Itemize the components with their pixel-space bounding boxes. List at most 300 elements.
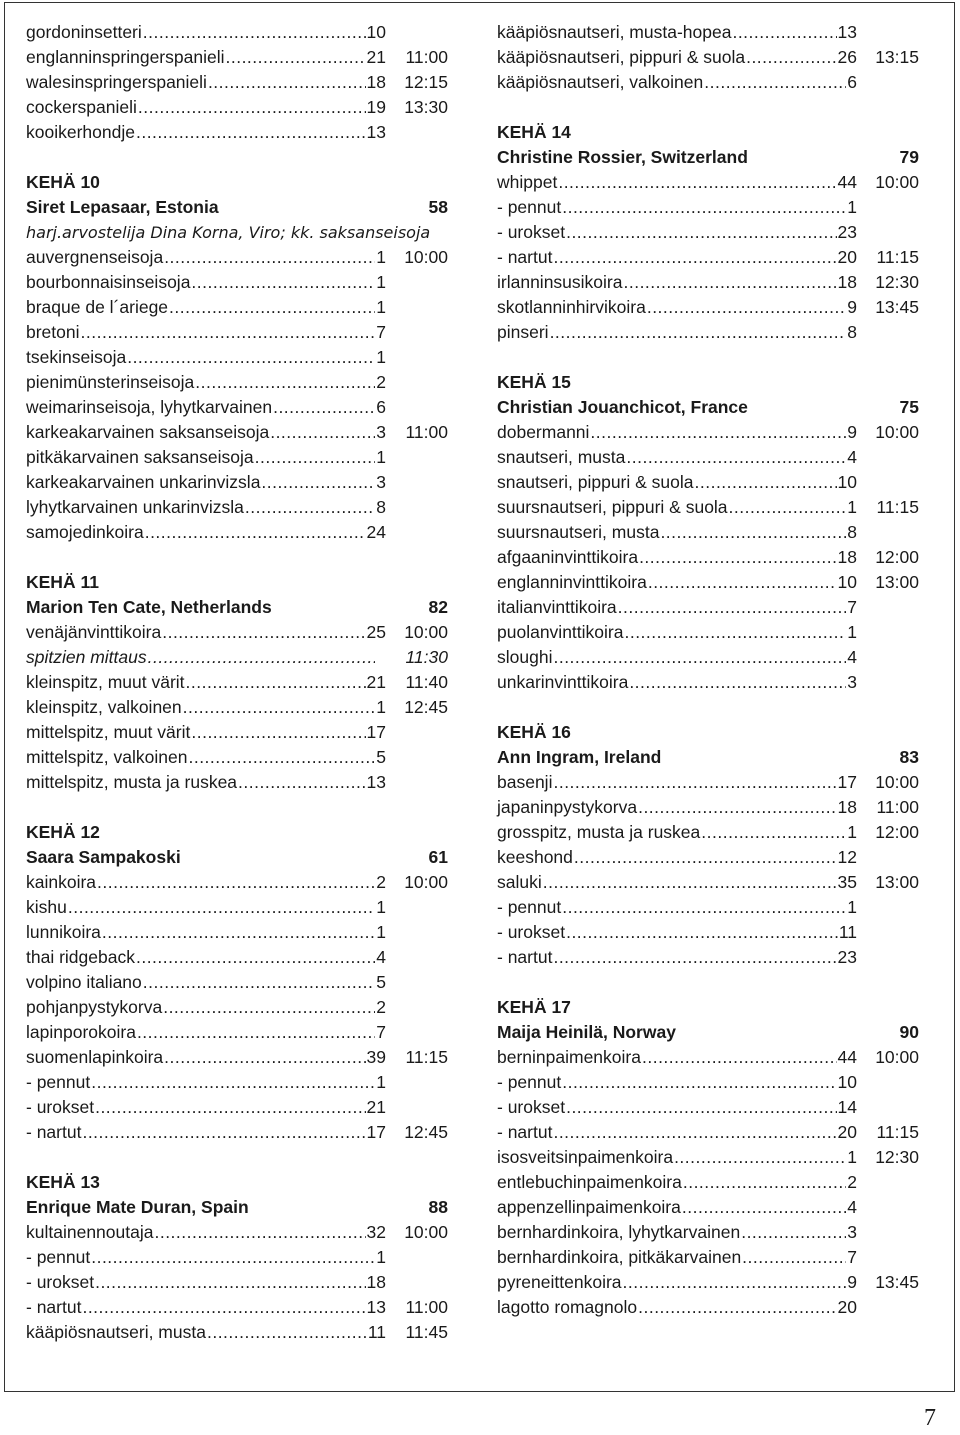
dot-leader: [97, 870, 375, 895]
dot-leader: [732, 20, 836, 45]
breed-entry: [26, 1220, 448, 1245]
judge-name: Christian Jouanchicot, France: [497, 397, 748, 417]
breed-name: afgaaninvinttikoira: [497, 547, 639, 567]
start-time: 10:00: [875, 1047, 919, 1067]
entry-count: 1: [376, 297, 386, 317]
entry-count: 1: [376, 697, 386, 717]
breed-name: - urokset: [26, 1097, 95, 1117]
dot-leader: [186, 670, 366, 695]
dot-leader: [188, 745, 375, 770]
dot-leader: [148, 645, 375, 670]
breed-name: englanninvinttikoira: [497, 572, 647, 592]
start-time: 13:30: [404, 97, 448, 117]
start-time: 11:00: [405, 1297, 448, 1317]
entry-count: 10: [837, 572, 857, 592]
breed-name: snautseri, musta: [497, 447, 626, 467]
judge-name: Enrique Mate Duran, Spain: [26, 1197, 249, 1217]
entry-count: 23: [837, 222, 857, 242]
breed-name: venäjänvinttikoira: [26, 622, 162, 642]
breed-name: kultainennoutaja: [26, 1222, 154, 1242]
breed-entry: [497, 1170, 919, 1195]
entry-count: 35: [837, 872, 857, 892]
dot-leader: [590, 420, 846, 445]
breed-name: skotlanninhirvikoira: [497, 297, 646, 317]
section-gap: [497, 345, 919, 370]
breed-name: - nartut: [26, 1297, 82, 1317]
judge-name: Saara Sampakoski: [26, 847, 181, 867]
start-time: 13:00: [875, 872, 919, 892]
dot-leader: [553, 245, 836, 270]
breed-entry: [497, 1070, 919, 1095]
breed-entry: [497, 20, 919, 45]
breed-entry: [497, 620, 919, 645]
breed-entry: [497, 1245, 919, 1270]
breed-name: karkeakarvainen unkarinvizsla: [26, 472, 261, 492]
entry-count: 2: [847, 1172, 857, 1192]
breed-entry: [497, 820, 919, 845]
entry-count: 1: [847, 197, 857, 217]
entry-count: 1: [847, 622, 857, 642]
breed-entry: [497, 220, 919, 245]
dot-leader: [660, 520, 846, 545]
entry-count: 26: [837, 47, 857, 67]
breed-entry: [497, 670, 919, 695]
breed-name: lyhytkarvainen unkarinvizsla: [26, 497, 244, 517]
start-time: 11:15: [876, 497, 919, 517]
breed-name: grosspitz, musta ja ruskea: [497, 822, 701, 842]
entry-count: 2: [376, 997, 386, 1017]
breed-name: - urokset: [497, 222, 566, 242]
ring-title: KEHÄ 14: [497, 122, 571, 142]
breed-name: - nartut: [497, 247, 553, 267]
breed-name: - urokset: [497, 922, 566, 942]
judge-row: [26, 845, 448, 870]
dot-leader: [566, 1095, 836, 1120]
dot-leader: [566, 220, 836, 245]
breed-name: cockerspanieli: [26, 97, 137, 117]
entry-count: 32: [366, 1222, 386, 1242]
breed-entry: [497, 1120, 919, 1145]
breed-entry: [26, 1120, 448, 1145]
ring-heading: [26, 1170, 448, 1195]
entry-count: 12: [837, 847, 857, 867]
breed-entry: [497, 1270, 919, 1295]
breed-entry: [497, 520, 919, 545]
breed-name: entlebuchinpaimenkoira: [497, 1172, 682, 1192]
entries-total: 90: [899, 1022, 919, 1042]
breed-entry: [497, 795, 919, 820]
dot-leader: [164, 1045, 365, 1070]
entry-count: 13: [837, 22, 857, 42]
entry-count: 1: [376, 1072, 386, 1092]
entry-count: 4: [376, 947, 386, 967]
entry-count: 9: [847, 422, 857, 442]
breed-entry: [26, 420, 448, 445]
breed-name: kääpiösnautseri, musta-hopea: [497, 22, 732, 42]
breed-entry: [497, 895, 919, 920]
breed-entry: [26, 70, 448, 95]
start-time: 11:00: [405, 47, 448, 67]
entry-count: 8: [847, 522, 857, 542]
breed-name: sloughi: [497, 647, 553, 667]
dot-leader: [647, 295, 846, 320]
start-time: 10:00: [875, 772, 919, 792]
dot-leader: [270, 420, 375, 445]
start-time: 12:45: [404, 1122, 448, 1142]
dot-leader: [553, 945, 836, 970]
start-time: 11:15: [405, 1047, 448, 1067]
breed-name: pohjanpystykorva: [26, 997, 163, 1017]
breed-entry: [26, 670, 448, 695]
breed-entry: [26, 395, 448, 420]
breed-name: mittelspitz, valkoinen: [26, 747, 188, 767]
breed-entry: [26, 270, 448, 295]
entries-total: 61: [428, 847, 448, 867]
dot-leader: [683, 1170, 846, 1195]
entry-count: 10: [366, 22, 386, 42]
start-time: 13:45: [875, 297, 919, 317]
breed-entry: [26, 1070, 448, 1095]
entry-count: 1: [376, 922, 386, 942]
dot-leader: [562, 1070, 836, 1095]
dot-leader: [741, 1220, 846, 1245]
breed-name: - urokset: [26, 1272, 95, 1292]
entry-count: 3: [847, 1222, 857, 1242]
entry-count: 17: [366, 1122, 386, 1142]
breed-name: - pennut: [497, 897, 562, 917]
dot-leader: [95, 1095, 365, 1120]
dot-leader: [136, 120, 366, 145]
section-gap: [26, 545, 448, 570]
breed-entry: [26, 970, 448, 995]
start-time: 10:00: [875, 422, 919, 442]
entry-count: 18: [366, 72, 386, 92]
breed-name: mittelspitz, muut värit: [26, 722, 191, 742]
entry-count: 10: [837, 1072, 857, 1092]
breed-entry: [497, 195, 919, 220]
breed-entry: [26, 995, 448, 1020]
breed-name: mittelspitz, musta ja ruskea: [26, 772, 238, 792]
entry-count: 11: [367, 1322, 386, 1342]
entry-count: 8: [847, 322, 857, 342]
breed-name: whippet: [497, 172, 558, 192]
breed-entry: [497, 1145, 919, 1170]
dot-leader: [553, 1120, 836, 1145]
breed-entry: [26, 45, 448, 70]
start-time: 13:00: [875, 572, 919, 592]
dot-leader: [238, 770, 365, 795]
breed-name: bernhardinkoira, lyhytkarvainen: [497, 1222, 741, 1242]
ring-heading: [26, 570, 448, 595]
dot-leader: [553, 770, 836, 795]
entry-count: 3: [847, 672, 857, 692]
breed-entry: [497, 320, 919, 345]
dot-leader: [543, 870, 837, 895]
start-time: 10:00: [404, 622, 448, 642]
entry-count: 11: [838, 922, 857, 942]
start-time: 13:45: [875, 1272, 919, 1292]
breed-entry: [26, 745, 448, 770]
breed-name: saluki: [497, 872, 542, 892]
start-time: 11:00: [876, 797, 919, 817]
dot-leader: [162, 620, 365, 645]
dot-leader: [674, 1145, 846, 1170]
breed-entry: [26, 95, 448, 120]
entry-count: 3: [376, 422, 386, 442]
entry-count: 6: [847, 72, 857, 92]
breed-name: thai ridgeback: [26, 947, 135, 967]
breed-entry: [26, 1295, 448, 1320]
ring-title: KEHÄ 13: [26, 1172, 100, 1192]
entry-count: 23: [837, 947, 857, 967]
ring-title: KEHÄ 11: [26, 572, 99, 592]
breed-entry: [497, 45, 919, 70]
breed-name: suursnautseri, pippuri & suola: [497, 497, 728, 517]
dot-leader: [629, 670, 846, 695]
breed-name: bretoni: [26, 322, 80, 342]
breed-entry: [26, 1320, 448, 1345]
dot-leader: [81, 320, 375, 345]
entries-total: 82: [428, 597, 448, 617]
breed-name: keeshond: [497, 847, 573, 867]
start-time: 12:30: [875, 1147, 919, 1167]
breed-name: lunnikoira: [26, 922, 101, 942]
breed-entry: [26, 495, 448, 520]
entry-count: 1: [847, 897, 857, 917]
entry-count: 1: [376, 272, 386, 292]
dot-leader: [245, 495, 375, 520]
breed-name: tsekinseisoja: [26, 347, 127, 367]
start-time: 12:00: [875, 822, 919, 842]
ring-title: KEHÄ 15: [497, 372, 571, 392]
dot-leader: [255, 445, 375, 470]
breed-entry: [26, 895, 448, 920]
entries-total: 83: [899, 747, 919, 767]
breed-name: kooikerhondje: [26, 122, 135, 142]
dot-leader: [729, 495, 846, 520]
entry-count: 21: [366, 1097, 386, 1117]
breed-entry: [26, 1045, 448, 1070]
entry-count: 1: [847, 822, 857, 842]
entry-count: 1: [376, 347, 386, 367]
dot-leader: [191, 270, 375, 295]
breed-name: dobermanni: [497, 422, 590, 442]
dot-leader: [704, 70, 846, 95]
dot-leader: [208, 70, 366, 95]
breed-name: - urokset: [497, 1097, 566, 1117]
breed-name: braque de l´ariege: [26, 297, 169, 317]
breed-name: kääpiösnautseri, valkoinen: [497, 72, 704, 92]
entry-count: 1: [376, 447, 386, 467]
start-time: 12:15: [404, 72, 448, 92]
dot-leader: [207, 1320, 367, 1345]
dot-leader: [225, 45, 365, 70]
start-time: 10:00: [404, 872, 448, 892]
breed-name: pienimünsterinseisoja: [26, 372, 195, 392]
breed-name: auvergnenseisoja: [26, 247, 164, 267]
breed-name: puolanvinttikoira: [497, 622, 624, 642]
dot-leader: [624, 620, 846, 645]
start-time: 13:15: [875, 47, 919, 67]
breed-entry: [26, 120, 448, 145]
breed-name: - nartut: [497, 1122, 553, 1142]
breed-name: appenzellinpaimenkoira: [497, 1197, 681, 1217]
dot-leader: [273, 395, 375, 420]
breed-name: - pennut: [26, 1072, 91, 1092]
dot-leader: [553, 645, 846, 670]
dot-leader: [143, 970, 375, 995]
breed-name: suomenlapinkoira: [26, 1047, 164, 1067]
section-gap: [26, 1145, 448, 1170]
breed-entry: [26, 20, 448, 45]
entry-count: 3: [376, 472, 386, 492]
breed-name: basenji: [497, 772, 553, 792]
start-time: 10:00: [404, 1222, 448, 1242]
breed-name: spitzien mittaus: [26, 647, 147, 667]
dot-leader: [566, 920, 838, 945]
ring-heading: [26, 170, 448, 195]
entry-count: 4: [847, 647, 857, 667]
dot-leader: [574, 845, 837, 870]
start-time: 10:00: [404, 247, 448, 267]
breed-entry: [497, 770, 919, 795]
breed-name: kleinspitz, muut värit: [26, 672, 185, 692]
start-time: 11:30: [405, 647, 448, 667]
breed-name: kleinspitz, valkoinen: [26, 697, 182, 717]
dot-leader: [143, 20, 366, 45]
breed-name: bourbonnaisinseisoja: [26, 272, 191, 292]
breed-name: pitkäkarvainen saksanseisoja: [26, 447, 254, 467]
breed-entry: [497, 920, 919, 945]
breed-name: lapinporokoira: [26, 1022, 136, 1042]
ring-heading: [26, 820, 448, 845]
breed-name: - nartut: [497, 947, 553, 967]
breed-entry: [26, 695, 448, 720]
judge-row: [497, 395, 919, 420]
ring-heading: [497, 720, 919, 745]
entry-count: 1: [847, 497, 857, 517]
breed-entry: [497, 1045, 919, 1070]
breed-name: kainkoira: [26, 872, 97, 892]
breed-entry: [26, 470, 448, 495]
entry-count: 44: [837, 172, 857, 192]
dot-leader: [638, 795, 836, 820]
breed-entry: [497, 1095, 919, 1120]
breed-entry: [26, 445, 448, 470]
ring-title: KEHÄ 12: [26, 822, 100, 842]
entry-count: 7: [847, 1247, 857, 1267]
dot-leader: [102, 920, 375, 945]
dot-leader: [68, 895, 375, 920]
breed-name: kääpiösnautseri, musta: [26, 1322, 206, 1342]
breed-entry: [497, 1195, 919, 1220]
start-time: 11:40: [405, 672, 448, 692]
dot-leader: [639, 545, 836, 570]
breed-entry: [26, 1245, 448, 1270]
ring-title: KEHÄ 16: [497, 722, 571, 742]
breed-entry: [26, 320, 448, 345]
breed-name: pinseri: [497, 322, 549, 342]
breed-name: irlanninsusikoira: [497, 272, 623, 292]
entry-count: 20: [837, 247, 857, 267]
section-gap: [497, 970, 919, 995]
breed-name: lagotto romagnolo: [497, 1297, 638, 1317]
start-time: 10:00: [875, 172, 919, 192]
dot-leader: [82, 1120, 365, 1145]
dot-leader: [638, 1295, 836, 1320]
breed-name: gordoninsetteri: [26, 22, 142, 42]
start-time: 11:15: [876, 247, 919, 267]
judge-name: Maija Heinilä, Norway: [497, 1022, 676, 1042]
dot-leader: [127, 345, 375, 370]
section-gap: [497, 695, 919, 720]
entry-count: 13: [366, 122, 386, 142]
dot-leader: [626, 445, 846, 470]
entry-count: 18: [837, 547, 857, 567]
entry-count: 13: [366, 1297, 386, 1317]
entry-count: 24: [366, 522, 386, 542]
judge-row: [26, 195, 448, 220]
breed-entry: [497, 1220, 919, 1245]
breed-entry: [497, 870, 919, 895]
breed-entry: [497, 295, 919, 320]
dot-leader: [695, 470, 837, 495]
breed-name: samojedinkoira: [26, 522, 144, 542]
breed-entry: [26, 645, 448, 670]
dot-leader: [183, 695, 375, 720]
entry-count: 13: [366, 772, 386, 792]
breed-entry: [497, 495, 919, 520]
breed-name: kishu: [26, 897, 67, 917]
dot-leader: [191, 720, 365, 745]
dot-leader: [623, 270, 836, 295]
dot-leader: [558, 170, 836, 195]
entry-count: 7: [847, 597, 857, 617]
entries-total: 75: [899, 397, 919, 417]
judge-row: [497, 145, 919, 170]
entry-count: 7: [376, 322, 386, 342]
dot-leader: [95, 1270, 365, 1295]
entry-count: 4: [847, 447, 857, 467]
dot-leader: [163, 995, 375, 1020]
judge-name: Marion Ten Cate, Netherlands: [26, 597, 272, 617]
dot-leader: [642, 1045, 837, 1070]
judge-row: [26, 595, 448, 620]
dot-leader: [701, 820, 846, 845]
dot-leader: [145, 520, 366, 545]
breed-entry: [26, 370, 448, 395]
breed-entry: [26, 945, 448, 970]
judge-row: [497, 1020, 919, 1045]
judge-note: [26, 220, 448, 245]
page-number: 7: [924, 1405, 936, 1431]
breed-entry: [497, 170, 919, 195]
dot-leader: [91, 1245, 375, 1270]
section-gap: [497, 95, 919, 120]
start-time: 12:45: [404, 697, 448, 717]
breed-name: karkeakarvainen saksanseisoja: [26, 422, 270, 442]
entry-count: 18: [837, 272, 857, 292]
entry-count: 10: [837, 472, 857, 492]
entry-count: 20: [837, 1122, 857, 1142]
dot-leader: [562, 195, 846, 220]
dot-leader: [562, 895, 846, 920]
start-time: 11:45: [405, 1322, 448, 1342]
breed-name: bernhardinkoira, pitkäkarvainen: [497, 1247, 742, 1267]
entry-count: 5: [376, 972, 386, 992]
ring-title: KEHÄ 10: [26, 172, 100, 192]
dot-leader: [91, 1070, 375, 1095]
